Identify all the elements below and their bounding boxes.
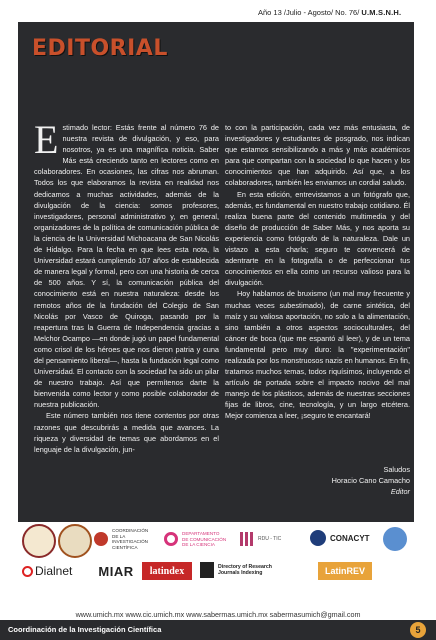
latindex-logo-text: latindex <box>149 565 185 577</box>
institution-name: U.M.S.N.H. <box>361 8 402 17</box>
dialnet-logo <box>22 562 90 580</box>
issue-info: Año 13 /Julio - Agosto/ No. 76/ <box>258 8 360 17</box>
miar-logo <box>96 562 136 580</box>
paragraph: Hoy hablamos de bruxismo (un mal muy frecuente y muchas veces subestimado), de carne sintética, del maíz y su valiosa aportación, no solo a la alimentación, sino también a otros aspectos socioculturales, del cáncer de boca (que me espantó al leer), y de un tema fundamental pero muy duro: la "experimentación" realizada por los monstruosos nazis en humanos. En fin, tratamos muchos temas, todos riquísimos, incluyendo el artículo de portada sobre el impacto nocivo del mal manejo de los plásticos, además de nuestras secciones fijas de libros, cine, tecnología, y un largo etcétera. Mejor comienza a leer, ¡seguro te encantará! <box>225 289 410 421</box>
paragraph: Este número también nos tiene contentos por otras razones que descubrirás a medida que avances. La riqueza y diversidad de temas que abordamos en el lenguaje de la divulgación, jun- <box>34 411 219 454</box>
rdu-logo <box>240 524 300 554</box>
paragraph: stimado lector: Estás frente al número 76 de nuestra revista de divulgación, y eso, para nosotros, ya es una magnífica noticia. Saber Más está creciendo tanto en lectores como en colaboradores. En ocasiones, las cifras nos abruman. Todos los que elaboramos la revista en realidad nos dedicamos a muchas actividades, además de la divulgación de la ciencia: somos profesores, investigadores, personal administrativo y, en general, organizadores de la política de comunicación pública de la ciencia de la Universidad Michoacana de San Nicolás de Hidalgo. Para la fecha en que lees esta nota, la Universidad estará cumpliendo 107 años de establecida de manera legal y formal, pero con una historia de cerca de 500 años. Y sí, la comunicación pública del conocimiento está en nuestra naturaleza: desde los remotos años de la fundación del Colegio de San Nicolás por Vasco de Quiroga, pasando por la reapertura tras la Guerra de Independencia gracias a Melchor Ocampo —en donde jugó un papel fundamental como crisol de los héroes que nos dieron patria y cuna del pensamiento liberal—, hasta la fundación legal como Universidad. El contacto con la sociedad ha sido un pilar de nuestro trabajo. Así que permítenos darte la bienvenida como lector y como posible colaborador de nuestra publicación. <box>34 123 219 410</box>
page-title: EDITORIAL <box>32 36 168 61</box>
issue-header <box>258 8 401 17</box>
dialnet-mark-icon <box>22 566 33 577</box>
partner-logos <box>18 522 414 602</box>
cic-logo <box>94 524 156 554</box>
drji-logo <box>200 560 290 582</box>
footer-label: Coordinación de la Investigación Científica <box>8 625 162 634</box>
left-column <box>34 117 219 455</box>
globe-icon <box>383 527 407 551</box>
signature-closing: Saludos <box>383 465 410 474</box>
contact-urls: www.umich.mx www.cic.umich.mx www.sabermas.umich.mx sabermasumich@gmail.com <box>75 610 361 619</box>
paragraph: to con la participación, cada vez más entusiasta, de investigadores y estudiantes de posgrado, nos indican que estamos sensibilizando a más y más académicos para que compartan con la sociedad lo que hacen y los conocimientos que han adquirido. Así que, a los colaboradores, también les enviamos un cordial saludo. <box>225 123 410 188</box>
right-column <box>225 122 410 422</box>
footer-bar <box>0 620 436 640</box>
conacyt-logo <box>310 524 376 554</box>
rdu-logo-text: RDU - TIC <box>258 536 282 542</box>
drop-cap: E <box>34 117 59 162</box>
signature-block <box>225 464 410 497</box>
conacyt-logo-text: CONACYT <box>330 534 370 543</box>
latinrev-logo-text: LatinREV <box>324 566 365 576</box>
dialnet-logo-text: Dialnet <box>35 564 73 578</box>
umsnh-seal-logo <box>22 524 56 558</box>
editorial-panel <box>18 22 414 579</box>
comunicacion-logo-text: DEPARTAMENTO DE COMUNICACIÓN DE LA CIENCIA <box>182 531 227 547</box>
miar-logo-text: MIAR <box>98 563 134 579</box>
latindex-logo <box>142 562 192 580</box>
globe-logo <box>380 524 410 554</box>
conacyt-mark-icon <box>310 530 326 546</box>
paragraph: En esta edición, entrevistamos a un fotógrafo que, además, es fundamental en nuestro trabajo cotidiano. Él realiza buena parte del contenido multimedia y del diseño de producción de Saber Más, y nos aporta su experiencia como fotógrafo de la naturaleza. Dale un vistazo a esta charla; seguro te convencerá de adentrarte en la fotografía o de perfeccionar tus conocimientos en ella como un recurso valioso para la divulgación. <box>225 189 410 288</box>
comunicacion-logo <box>164 524 234 554</box>
cic-mark-icon <box>94 532 108 546</box>
cic-logo-text: COORDINACIÓN DE LA INVESTIGACIÓN CIENTÍFICA <box>112 528 149 550</box>
drji-mark-icon <box>200 562 214 578</box>
shield-seal-logo <box>58 524 92 558</box>
latinrev-logo <box>318 562 372 580</box>
comunicacion-mark-icon <box>164 532 178 546</box>
rdu-mark-icon <box>240 532 254 546</box>
drji-logo-text: Directory of Research Journals Indexing <box>218 564 272 577</box>
signature-name: Horacio Cano Camacho <box>331 476 410 486</box>
signature-role: Editor <box>390 487 410 497</box>
page-number: 5 <box>410 622 426 638</box>
